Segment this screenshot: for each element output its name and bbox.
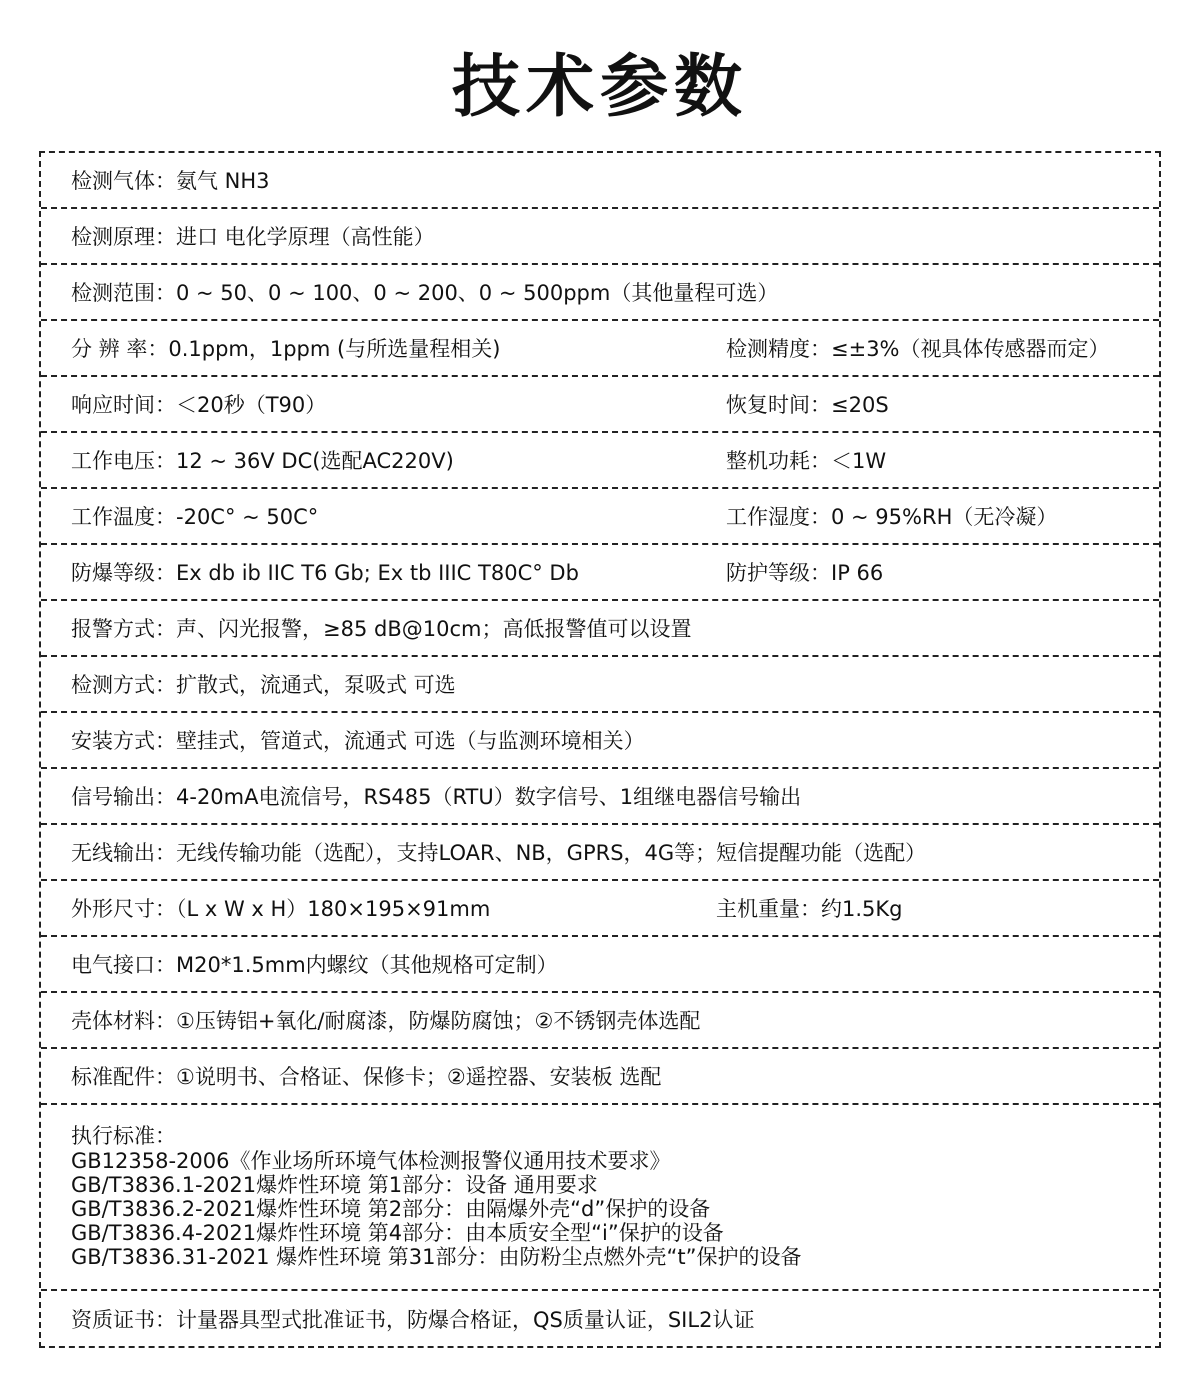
spec-dimensions: 外形尺寸：（L x W x H）180×195×91mm — [71, 897, 491, 921]
spec-row-accessories — [41, 1049, 1159, 1105]
spec-table — [39, 151, 1161, 1348]
spec-row-gas — [41, 153, 1159, 209]
spec-row-certificates — [41, 1291, 1159, 1350]
standards-heading: 执行标准： — [71, 1124, 176, 1148]
spec-range: 检测范围：0 ~ 50、0 ~ 100、0 ~ 200、0 ~ 500ppm（其他量程可选） — [71, 281, 779, 305]
spec-response-time: 响应时间：＜20秒（T90） — [71, 393, 327, 417]
spec-resolution: 分 辨 率：0.1ppm，1ppm (与所选量程相关) — [71, 337, 501, 361]
spec-power: 整机功耗：＜1W — [726, 449, 887, 473]
spec-gas: 检测气体：氨气 NH3 — [71, 169, 270, 193]
spec-accuracy: 检测精度：≤±3%（视具体传感器而定） — [726, 337, 1110, 361]
spec-weight: 主机重量：约1.5Kg — [716, 897, 903, 921]
spec-detection-mode: 检测方式：扩散式，流通式，泵吸式 可选 — [71, 673, 456, 697]
spec-principle: 检测原理：进口 电化学原理（高性能） — [71, 225, 435, 249]
spec-row-response-recovery — [41, 377, 1159, 433]
spec-row-principle — [41, 209, 1159, 265]
spec-signal-output: 信号输出：4-20mA电流信号，RS485（RTU）数字信号、1组继电器信号输出 — [71, 785, 802, 809]
standard-item: GB/T3836.31-2021 爆炸性环境 第31部分：由防粉尘点燃外壳“t”保护的设备 — [71, 1245, 802, 1269]
spec-interface: 电气接口：M20*1.5mm内螺纹（其他规格可定制） — [71, 953, 558, 977]
spec-row-temperature-humidity — [41, 489, 1159, 545]
spec-explosion-grade: 防爆等级：Ex db ib IIC T6 Gb; Ex tb IIIC T80C° Db — [71, 561, 579, 585]
spec-voltage: 工作电压：12 ~ 36V DC(选配AC220V) — [71, 449, 454, 473]
page-title: 技术参数 — [451, 48, 748, 127]
spec-row-housing — [41, 993, 1159, 1049]
spec-protection-grade: 防护等级：IP 66 — [726, 561, 884, 585]
standard-item: GB/T3836.4-2021爆炸性环境 第4部分：由本质安全型“i”保护的设备 — [71, 1221, 724, 1245]
spec-humidity: 工作湿度：0 ~ 95%RH（无冷凝） — [726, 505, 1058, 529]
standard-item: GB/T3836.1-2021爆炸性环境 第1部分：设备 通用要求 — [71, 1173, 598, 1197]
spec-row-alarm — [41, 601, 1159, 657]
spec-row-resolution-accuracy — [41, 321, 1159, 377]
spec-temperature: 工作温度：-20C° ~ 50C° — [71, 505, 319, 529]
standard-item: GB12358-2006《作业场所环境气体检测报警仪通用技术要求》 — [71, 1149, 671, 1173]
spec-row-signal-output — [41, 769, 1159, 825]
spec-row-wireless-output — [41, 825, 1159, 881]
spec-row-dimensions-weight — [41, 881, 1159, 937]
spec-recovery-time: 恢复时间：≤20S — [726, 393, 889, 417]
spec-row-standards — [41, 1105, 1159, 1291]
spec-row-range — [41, 265, 1159, 321]
spec-housing: 壳体材料：①压铸铝+氧化/耐腐漆，防爆防腐蚀；②不锈钢壳体选配 — [71, 1009, 701, 1033]
spec-row-interface — [41, 937, 1159, 993]
spec-wireless-output: 无线输出：无线传输功能（选配），支持LOAR、NB，GPRS，4G等；短信提醒功能（选配） — [71, 841, 927, 865]
spec-row-installation — [41, 713, 1159, 769]
spec-row-detection-mode — [41, 657, 1159, 713]
spec-certificates: 资质证书：计量器具型式批准证书，防爆合格证，QS质量认证，SIL2认证 — [71, 1308, 755, 1332]
spec-row-explosion-protection — [41, 545, 1159, 601]
spec-alarm: 报警方式：声、闪光报警，≥85 dB@10cm；高低报警值可以设置 — [71, 617, 692, 641]
spec-row-voltage-power — [41, 433, 1159, 489]
spec-installation: 安装方式：壁挂式，管道式，流通式 可选（与监测环境相关） — [71, 729, 645, 753]
spec-accessories: 标准配件：①说明书、合格证、保修卡；②遥控器、安装板 选配 — [71, 1065, 662, 1089]
standard-item: GB/T3836.2-2021爆炸性环境 第2部分：由隔爆外壳“d”保护的设备 — [71, 1197, 711, 1221]
